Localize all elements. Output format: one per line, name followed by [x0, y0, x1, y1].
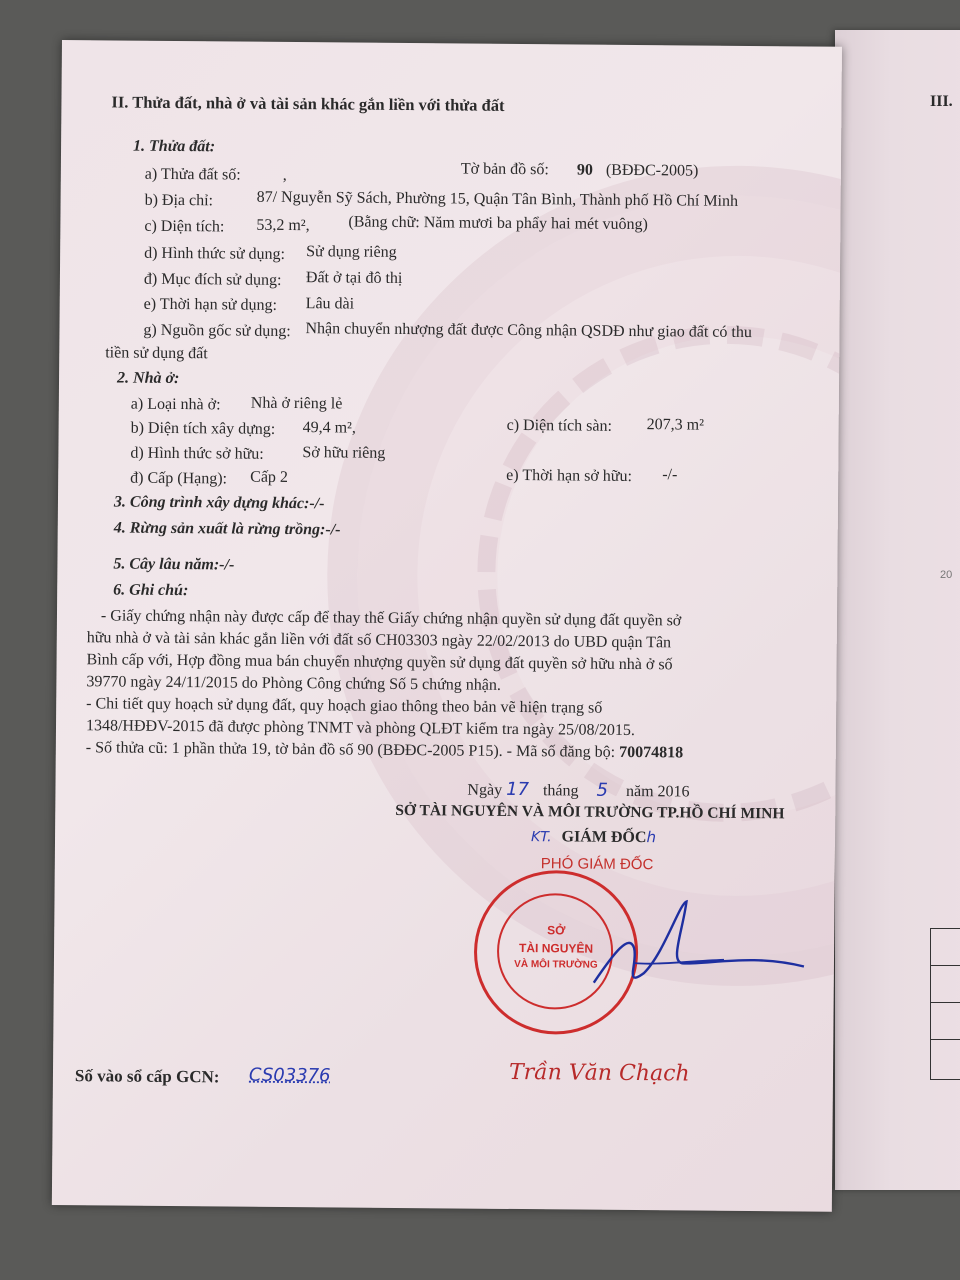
address-label: b) Địa chỉ:: [144, 191, 214, 210]
own-term-label: e) Thời hạn sở hữu:: [506, 466, 633, 485]
land-heading: 1. Thửa đất:: [133, 137, 216, 156]
side-table: [930, 928, 960, 1080]
area-value: 53,2 m²,: [256, 216, 310, 235]
month-value: 5: [596, 779, 609, 801]
kt-mark: KT.: [530, 829, 552, 846]
section-title: II. Thửa đất, nhà ở và tài sản khác gắn liền với thửa đất: [111, 92, 505, 115]
notes-heading: 6. Ghi chú:: [113, 581, 189, 600]
registry-code: 70074818: [619, 743, 684, 762]
director-title: GIÁM ĐỐC: [561, 828, 647, 847]
agency-name: SỞ TÀI NGUYÊN VÀ MÔI TRƯỜNG TP.HỒ CHÍ MINH: [395, 801, 785, 823]
use-form-label: d) Hình thức sử dụng:: [144, 244, 286, 263]
grade-label: đ) Cấp (Hạng):: [130, 469, 228, 488]
certificate-page: [52, 40, 842, 1212]
own-form-value: Sở hữu riêng: [302, 444, 386, 462]
signer-name: Trần Văn Chạch: [508, 1059, 690, 1087]
purpose-value: Đất ở tại đô thị: [305, 269, 403, 287]
note-line: - Chi tiết quy hoạch sử dụng đất, quy hoạch giao thông theo bản vẽ hiện trạng số: [86, 695, 603, 717]
area-words: (Bằng chữ: Năm mươi ba phẩy hai mét vuông): [348, 213, 649, 234]
note-line: - Giấy chứng nhận này được cấp để thay thế Giấy chứng nhận quyền sử dụng đất quyền sở: [100, 607, 682, 630]
perennial-line: 5. Cây lâu năm:-/-: [113, 555, 235, 574]
house-type-value: Nhà ở riêng lẻ: [250, 394, 343, 413]
address-value: 87/ Nguyễn Sỹ Sách, Phường 15, Quận Tân Bình, Thành phố Hồ Chí Minh: [256, 188, 739, 210]
purpose-label: đ) Mục đích sử dụng:: [143, 270, 282, 289]
build-area-value: 49,4 m²,: [302, 419, 356, 437]
origin-value: Nhận chuyển nhượng đất được Công nhận QSDĐ như giao đất có thu: [305, 320, 752, 342]
month-label: tháng: [542, 782, 579, 800]
area-label: c) Diện tích:: [144, 217, 225, 236]
own-term-value: -/-: [662, 466, 678, 484]
house-heading: 2. Nhà ở:: [116, 369, 180, 388]
note-line: hữu nhà ở và tài sản khác gắn liền với đất số CH03303 ngày 22/02/2013 do UBD quận Tân: [86, 629, 672, 652]
parcel-label: a) Thửa đất số:: [144, 165, 241, 184]
signature: [574, 893, 815, 1005]
forest-line: 4. Rừng sản xuất là rừng trồng:-/-: [113, 519, 341, 539]
seal-text-1: SỞ: [547, 923, 566, 938]
map-note: (BĐĐC-2005): [605, 161, 699, 180]
seal-text-3: VÀ MÔI TRƯỜNG: [514, 958, 598, 971]
term-label: e) Thời hạn sử dụng:: [143, 295, 278, 314]
note-line-text: - Số thửa cũ: 1 phần thửa 19, tờ bản đồ số 90 (BĐĐC-2005 P15). - Mã số đăng bộ:: [85, 739, 620, 761]
grade-value: Cấp 2: [250, 468, 289, 486]
parcel-value: ,: [282, 166, 287, 184]
map-label: Tờ bản đồ số:: [460, 160, 549, 179]
note-line: 39770 ngày 24/11/2015 do Phòng Công chứng Số 5 chứng nhận.: [86, 673, 501, 694]
own-form-label: d) Hình thức sở hữu:: [130, 444, 264, 463]
floor-area-value: 207,3 m²: [646, 416, 704, 434]
gcn-value: CS03376: [248, 1064, 331, 1087]
note-line: Bình cấp với, Hợp đồng mua bán chuyển nhượng quyền sử dụng đất quyền sở hữu nhà ở số: [86, 651, 673, 674]
build-area-label: b) Diện tích xây dựng:: [130, 419, 276, 438]
construction-line: 3. Công trình xây dựng khác:-/-: [113, 493, 325, 513]
side-number: 20: [940, 569, 953, 581]
note-line: 1348/HĐĐV-2015 đã được phòng TNMT và phòng QLĐT kiểm tra ngày 25/08/2015.: [85, 717, 636, 740]
deputy-title: PHÓ GIÁM ĐỐC: [540, 855, 654, 874]
origin-value-cont: tiền sử dụng đất: [105, 344, 208, 363]
day-value: 17: [506, 778, 530, 801]
use-form-value: Sử dụng riêng: [306, 243, 397, 261]
next-section-label: III.: [930, 93, 953, 110]
director-line: [531, 826, 656, 848]
seal-text-2: TÀI NGUYÊN: [519, 941, 594, 956]
term-value: Lâu dài: [305, 295, 355, 313]
year-label: năm 2016: [625, 782, 690, 801]
day-label: Ngày: [467, 781, 503, 799]
date-line: [467, 780, 689, 803]
gcn-label: Số vào sổ cấp GCN:: [74, 1066, 220, 1087]
house-type-label: a) Loại nhà ở:: [130, 395, 221, 414]
map-value: 90: [576, 161, 593, 179]
director-mark: h: [646, 828, 657, 847]
floor-area-label: c) Diện tích sàn:: [506, 416, 613, 435]
next-page: [835, 30, 960, 1190]
note-line-last: [86, 738, 683, 763]
origin-label: g) Nguồn gốc sử dụng:: [143, 321, 291, 341]
